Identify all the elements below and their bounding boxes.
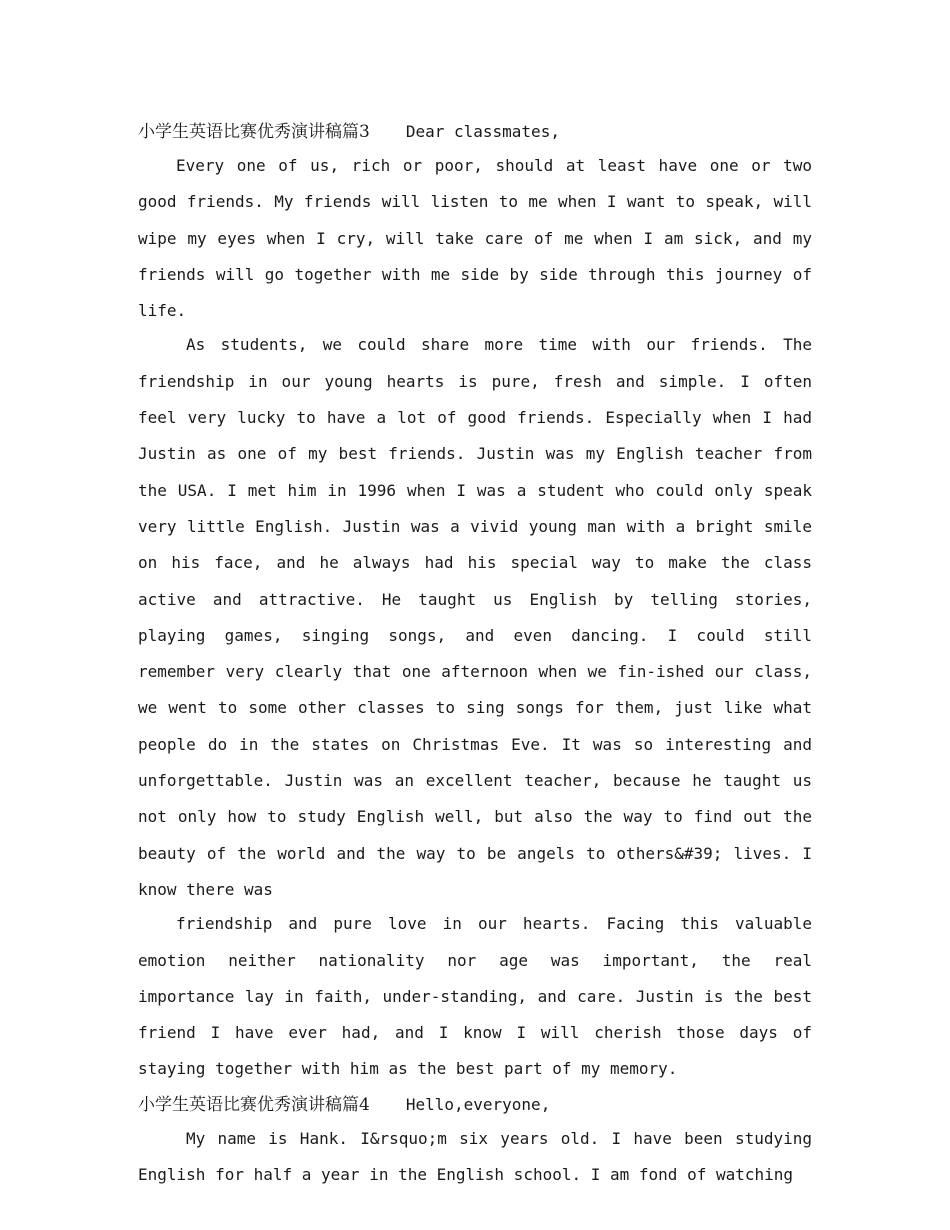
paragraph: friendship and pure love in our hearts. Facing this valuable emotion neither nationality nor age was important, the real importance lay in faith, under-standing, and care. Justin is the best friend I have ever had, and I know I will cherish those days of staying together with him as the best part of my memory.	[138, 914, 812, 1079]
section-title: 小学生英语比赛优秀演讲稿篇3	[138, 122, 370, 142]
greeting: Dear classmates,	[405, 122, 560, 141]
paragraph: As students, we could share more time with our friends. The friendship in our young hearts is pure, fresh and simple. I often feel very lucky to have a lot of good friends. Especially when I had Justin as one of my best friends. Justin was my English teacher from the USA. I met him in 1996 when I was a student who could only speak very little English. Justin was a vivid young man with a bright smile on his face, and he always had his special way to make the class active and attractive. He taught us English by telling stories, playing games, singing songs, and even dancing. I could still remember very clearly that one afternoon when we fin-ished our class, we went to some other classes to sing songs for them, just like what people do in the states on Christmas Eve. It was so interesting and unforgettable. Justin was an excellent teacher, because he taught us not only how to study English well, but also the way to find out the beauty of the world and the way to be angels to others&#39; lives. I know there was	[138, 335, 812, 899]
paragraph: My name is Hank. I&rsquo;m six years old. I have been studying English for half a year in the English school. I am fond of watching	[138, 1128, 812, 1185]
greeting: Hello,everyone,	[405, 1094, 551, 1114]
section-heading	[138, 1088, 812, 1121]
document-body	[138, 115, 812, 1193]
section-heading	[138, 115, 812, 148]
section-title: 小学生英语比赛优秀演讲稿篇4	[138, 1094, 370, 1115]
paragraph: Every one of us, rich or poor, should at least have one or two good friends. My friends will listen to me when I want to speak, will wipe my eyes when I cry, will take care of me when I am sick, and my friends will go together with me side by side through this journey of life.	[138, 156, 812, 321]
